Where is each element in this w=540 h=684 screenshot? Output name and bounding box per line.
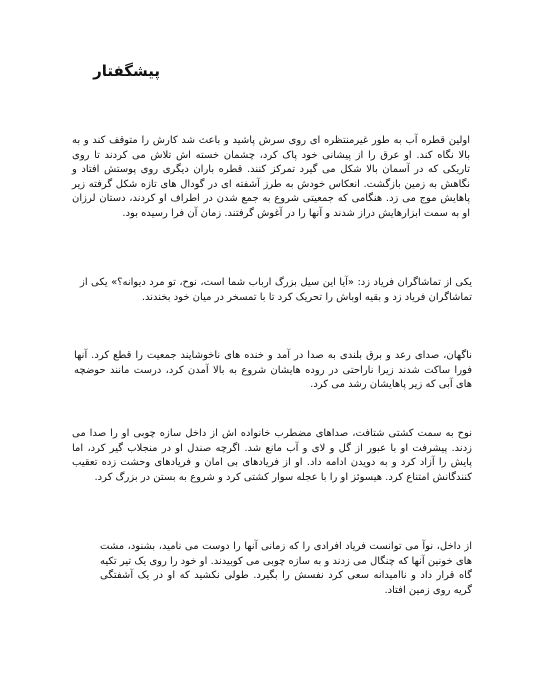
page-title: پیشگفتار — [93, 62, 160, 80]
paragraph-4: نوح به سمت کشتی شتافت، صداهای مضطرب خانواده اش از داخل سازه چوبی او را صدا می زدند. پیشرفت او با عبور از گل و لای و آب مانع شد. اگرچه صندل او در منجلاب گیر کرد، اما پایش را آزاد کرد و به دویدن ادامه داد. او از فریادهای بی امان و فریادهای وحشت زده تعقیب کنندگانش امتناع کرد. هیسوئز او را با عجله سوار کشتی کرد و شروع به بستن در بزرگ کرد. — [72, 428, 472, 483]
paragraph-2: یکی از تماشاگران فریاد زد: «آیا این سیل بزرگ ارباب شما است، نوح، تو مرد دیوانه؟» یکی از تماشاگران فریاد زد و بقیه اوباش را تحریک کرد تا با تمسخر در میان خود بخندند. — [80, 277, 472, 303]
paragraph-3: ناگهان، صدای رعد و برق بلندی به صدا در آمد و خنده های ناخوشایند جمعیت را قطع کرد. آنها فورا ساکت شدند زیرا ناراحتی در روده هایشان شروع به بالا آمدن کرد، درست مانند حوضچه های آبی که زیر پاهایشان رشد می کرد. — [74, 350, 472, 391]
paragraph-5: از داخل، نوآ می توانست فریاد افرادی را که زمانی آنها را دوست می نامید، بشنود، مشت های خونین آنها که چنگال می زدند و به سازه چوبی می کوبیدند. او خود را روی یک تیر تکیه گاه قرار داد و ناامیدانه سعی کرد نفسش را بگیرد. طولی نکشید که او در یک آشفتگی گریه روی زمین افتاد. — [100, 541, 472, 596]
paragraph-1: اولین قطره آب به طور غیرمنتظره ای روی سرش پاشید و باعث شد کارش را متوقف کند و به بالا نگاه کند. او عرق را از پیشانی خود پاک کرد، چشمان خسته اش تلاش می کردند تا روی تاریکی که در آسمان بالا شکل می گیرد تمرکز کنند. قطره باران دیگری روی پوستش افتاد و نگاهش به زمین بازگشت. انعکاس خودش به طرز آشفته ای در گودال های تازه شکل گرفته زیر پاهایش موج می زد. هنگامی که جمعیتی شروع به جمع شدن در اطراف او کردند، دستان لرزان او به سمت ابزارهایش دراز شدند و آنها را در آغوش گرفتند. زمان آن فرا رسیده بود. — [72, 135, 470, 219]
